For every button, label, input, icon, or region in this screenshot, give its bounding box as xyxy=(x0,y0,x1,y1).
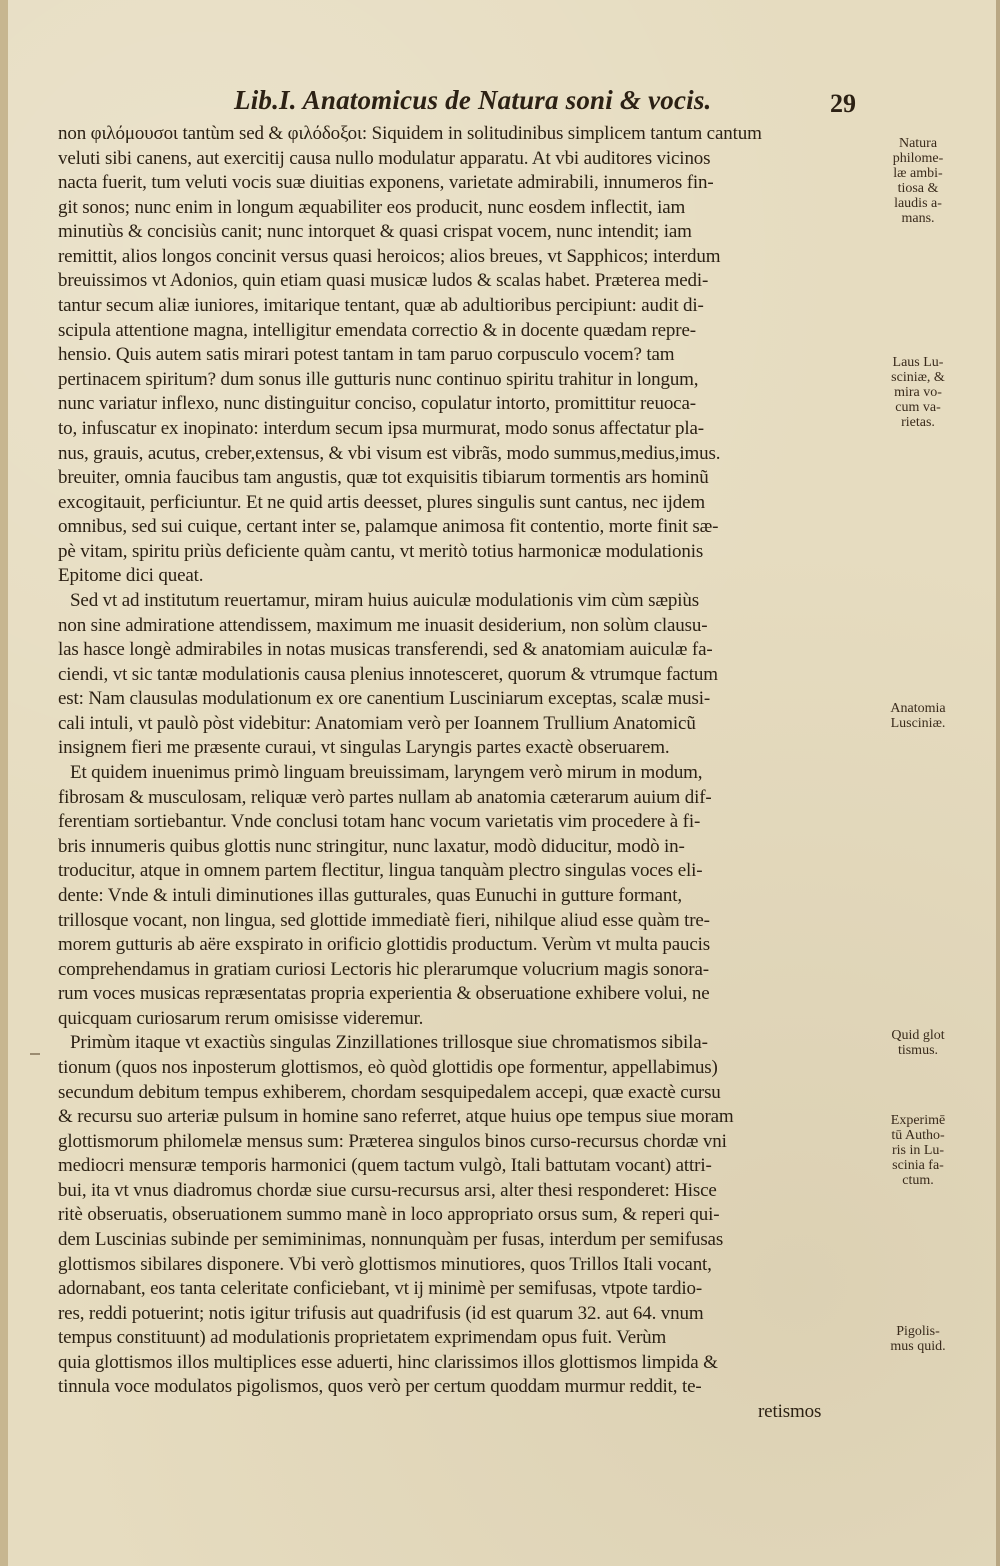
marginal-note-line: Lusciniæ. xyxy=(890,716,946,731)
text-line: remittit, alios longos concinit versus quasi heroicos; alios breues, vt Sapphicos; interdum xyxy=(58,245,721,267)
text-line: scipula attentione magna, intelligitur emendata correctio & in docente quædam repre- xyxy=(58,319,696,341)
marginal-note-line: Laus Lu- xyxy=(892,355,944,370)
marginal-note-line: mus quid. xyxy=(890,1339,946,1354)
text-line: tantur secum aliæ iuniores, imitarique tentant, quæ ab adultioribus percipiunt: audit di- xyxy=(58,295,704,317)
marginal-note-line: ris in Lu- xyxy=(891,1143,945,1158)
text-line: est: Nam clausulas modulationum ex ore canentium Lusciniarum exceptas, scalæ musi- xyxy=(58,688,710,710)
marginal-note xyxy=(858,136,978,226)
text-line: git sonos; nunc enim in longum æquabiliter eos producit, nunc eosdem inflectit, iam xyxy=(58,196,686,218)
margin-mark xyxy=(30,1053,40,1055)
marginal-note-line: mans. xyxy=(901,211,935,226)
text-line: Sed vt ad institutum reuertamur, miram huius auiculæ modulationis vim cùm sæpiùs xyxy=(70,589,699,611)
text-line: & recursu suo arteriæ pulsum in homine sano referret, atque huius ope tempus siue moram xyxy=(58,1106,734,1128)
marginal-note xyxy=(858,1028,978,1058)
text-line: veluti sibi canens, aut exercitij causa nullo modulatur apparatu. At vbi auditores vicinos xyxy=(58,147,711,169)
marginal-note-line: mira vo- xyxy=(894,385,942,400)
text-line: bui, ita vt vnus diadromus chordæ siue cursu-recursus arsi, alter thesi responderet: Hisce xyxy=(58,1179,717,1201)
marginal-note-line: Natura xyxy=(898,136,938,151)
text-line: tinnula voce modulatos pigolismos, quos verò per certum quoddam murmur reddit, te- xyxy=(58,1376,702,1398)
marginal-note xyxy=(858,701,978,731)
text-line: quia glottismos illos multiplices esse aduerti, hinc clarissimos illos glottismos limpida & xyxy=(58,1351,718,1373)
text-line: tionum (quos nos inposterum glottismos, eò quòd glottidis ope formentur, appellabimus) xyxy=(58,1056,718,1078)
body-text xyxy=(58,122,858,1425)
text-line: ritè obseruatis, obseruationem summo manè in loco appropriato orsus sum, & reperi qui- xyxy=(58,1204,720,1226)
marginal-note-line: philome- xyxy=(892,151,944,166)
marginal-note-line: læ ambi- xyxy=(893,166,943,181)
text-line: nacta fuerit, tum veluti vocis suæ diuitias exponens, varietate admirabili, innumeros fin- xyxy=(58,172,714,194)
marginal-note-line: Quid glot xyxy=(891,1028,945,1043)
text-line: cali intuli, vt paulò pòst videbitur: Anatomiam verò per Ioannem Trullium Anatomicũ xyxy=(58,712,696,734)
text-line: Primùm itaque vt exactiùs singulas Zinzillationes trillosque siue chromatismos sibila- xyxy=(70,1032,708,1054)
text-line: excogitauit, perficiuntur. Et ne quid artis deesset, plures singulis sunt cantus, nec ijdem xyxy=(58,491,705,513)
text-line: breuiter, omnia faucibus tam angustis, quæ tot exquisitis tibiarum tormentis ars hominũ xyxy=(58,467,709,489)
text-line: Epitome dici queat. xyxy=(58,565,204,587)
text-line: dem Luscinias subinde per semiminimas, nonnunquàm per fusas, interdum per semifusas xyxy=(58,1229,724,1251)
text-line: tempus constituunt) ad modulationis proprietatem exprimendam opus fuit. Verùm xyxy=(58,1327,667,1349)
text-line: las hasce longè admirabiles in notas musicas transferendi, sed & anatomiam auiculæ fa- xyxy=(58,639,713,661)
text-line: non φιλόμουσοι tantùm sed & φιλόδοξοι: Siquidem in solitudinibus simplicem tantum cantum xyxy=(58,123,762,144)
marginal-note xyxy=(858,1113,978,1188)
text-line: non sine admiratione attendissem, maximum me inuasit desiderium, non solùm clausu- xyxy=(58,614,708,636)
text-line: adornabant, eos tanta celeritate conficiebant, vt ij minimè per semifusas, vtpote tardio- xyxy=(58,1278,703,1300)
marginal-note-line: rietas. xyxy=(901,415,935,430)
text-line: hensio. Quis autem satis mirari potest tantam in tam paruo corpusculo vocem? tam xyxy=(58,344,675,366)
marginal-note-line: tismus. xyxy=(897,1043,939,1058)
text-line: to, infuscatur ex inopinato: interdum secum ipsa murmurat, modo sonus affectatur pla- xyxy=(58,417,704,439)
text-line: rum voces musicas repræsentatas propria experientia & obseruatione exhibere volui, ne xyxy=(58,983,710,1005)
text-line: pè vitam, spiritu priùs deficiente quàm cantu, vt meritò totius harmonicæ modulationis xyxy=(58,540,704,562)
marginal-note-line: Pigolis- xyxy=(896,1324,940,1339)
text-line: fibrosam & musculosam, reliquæ verò partes nullam ab anatomia cæterarum auium dif- xyxy=(58,786,712,808)
text-line: insignem fieri me præsente curaui, vt singulas Laryngis partes exactè obseruarem. xyxy=(58,737,670,759)
text-line: secundum debitum tempus exhiberem, chordam sesquipedalem accepi, quæ exactè cursu xyxy=(58,1081,721,1103)
text-line: pertinacem spiritum? dum sonus ille gutturis nunc continuo spiritu trahitur in longum, xyxy=(58,368,699,390)
text-line: comprehendamus in gratiam curiosi Lectoris hic plerarumque volucrium magis sonora- xyxy=(58,958,709,980)
text-line: troducitur, atque in omnem partem flectitur, lingua tanquàm plectro singulas voces eli- xyxy=(58,860,703,882)
text-line: ferentiam sortiebantur. Vnde conclusi totam hanc vocum varietatis vim procedere à fi- xyxy=(58,811,701,833)
text-line: dente: Vnde & intuli diminutiones illas gutturales, quas Eunuchi in gutture formant, xyxy=(58,884,682,906)
text-line: omnibus, sed sui cuique, certant inter se, palamque animosa fit contentio, morte finit sæ- xyxy=(58,516,719,538)
text-line: quicquam curiosarum rerum omisisse videremur. xyxy=(58,1007,424,1029)
page-header xyxy=(234,85,864,125)
marginal-note-line: ctum. xyxy=(902,1173,934,1188)
marginal-note-line: laudis a- xyxy=(894,196,942,211)
marginal-note-line: Experimē xyxy=(890,1113,946,1128)
text-line: trillosque vocant, non lingua, sed glottide immediatè fieri, nihilque aliud esse quàm tre- xyxy=(58,909,710,931)
marginal-note-line: sciniæ, & xyxy=(891,370,945,385)
text-line: res, reddi potuerint; notis igitur trifusis aut quadrifusis (id est quarum 32. aut 64. vnum xyxy=(58,1302,704,1324)
marginal-note-line: tū Autho- xyxy=(891,1128,945,1143)
text-line: nus, grauis, acutus, creber,extensus, & vbi visum est vibrãs, modo summus,medius,imus. xyxy=(58,442,721,464)
marginal-note-line: scinia fa- xyxy=(892,1158,944,1173)
text-line: nunc variatur inflexo, nunc distinguitur conciso, copulatur intorto, promittitur reuoca- xyxy=(58,393,696,415)
text-line: minutiùs & concisiùs canit; nunc intorquet & quasi crispat vocem, nunc intendit; iam xyxy=(58,221,692,243)
text-line: glottismos sibilares disponere. Vbi verò glottismos minutiores, quos Trillos Itali vocant, xyxy=(58,1253,712,1275)
marginal-note xyxy=(858,355,978,430)
text-line: morem gutturis ab aëre exspirato in orificio glottidis productum. Verùm vt multa paucis xyxy=(58,934,710,956)
marginal-note-line: cum va- xyxy=(895,400,941,415)
text-line: breuissimos vt Adonios, quin etiam quasi musicæ ludos & scalas habet. Præterea medi- xyxy=(58,270,709,292)
text-line: retismos xyxy=(758,1401,822,1423)
marginal-notes xyxy=(858,0,988,1566)
page-number: 29 xyxy=(830,89,856,118)
text-line: mediocri mensuræ temporis harmonici (quem tactum vulgò, Itali battutam vocant) attri- xyxy=(58,1155,712,1177)
text-line: glottismorum philomelæ mensus sum: Præterea singulos binos curso-recursus chordæ vni xyxy=(58,1130,727,1152)
text-line: ciendi, vt sic tantæ modulationis causa plenius innotesceret, quorum & vtrumque factum xyxy=(58,663,718,685)
text-line: Et quidem inuenimus primò linguam breuissimam, laryngem verò mirum in modum, xyxy=(70,762,703,784)
running-head: Lib.I. Anatomicus de Natura soni & vocis. xyxy=(234,85,712,115)
text-line: bris innumeris quibus glottis nunc stringitur, nunc laxatur, modò diducitur, modò in- xyxy=(58,835,685,857)
marginal-note-line: Anatomia xyxy=(890,701,946,716)
marginal-note-line: tiosa & xyxy=(897,181,939,196)
marginal-note xyxy=(858,1324,978,1354)
